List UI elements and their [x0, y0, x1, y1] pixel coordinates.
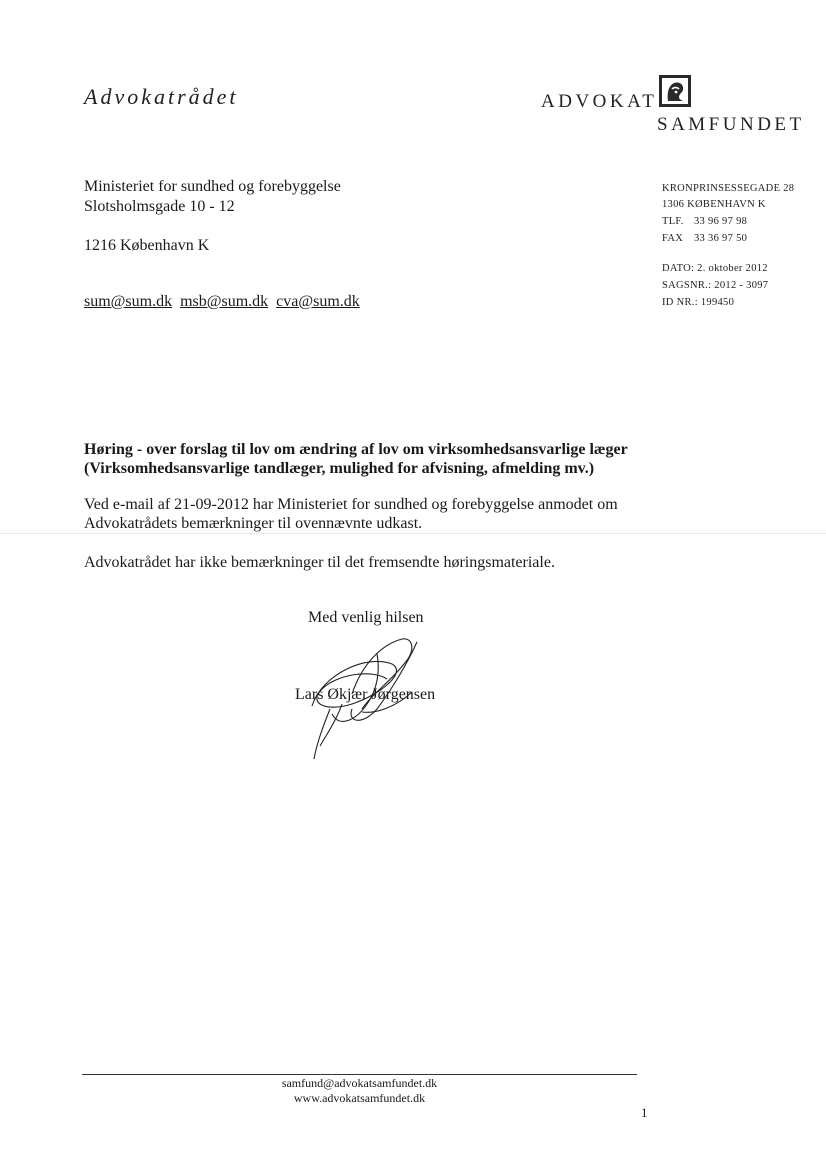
sender-phone	[662, 214, 747, 230]
handwritten-signature	[292, 634, 432, 764]
footer-divider	[82, 1074, 637, 1075]
fax-number: 33 36 97 50	[694, 233, 748, 244]
id-number: ID NR.: 199450	[662, 297, 735, 308]
case-number: SAGSNR.: 2012 - 3097	[662, 280, 769, 291]
subject-line-1: Høring - over forslag til lov om ændring af lov om virksomhedsansvarlige læger	[84, 441, 628, 458]
recipient-street: Slotsholmsgade 10 - 12	[84, 198, 235, 215]
body-paragraph-2: Advokatrådet har ikke bemærkninger til det fremsendte høringsmateriale.	[84, 554, 555, 571]
recipient-city: 1216 København K	[84, 237, 210, 254]
page-number: 1	[641, 1105, 648, 1120]
closing-greeting: Med venlig hilsen	[308, 609, 424, 626]
letter-date: DATO: 2. oktober 2012	[662, 263, 768, 274]
footer-email: samfund@advokatsamfundet.dk	[281, 1076, 438, 1090]
logo-text-samfundet: SAMFUNDET	[657, 114, 805, 135]
email-link[interactable]: msb@sum.dk	[180, 293, 269, 310]
body-paragraph-1-line-1: Ved e-mail af 21-09-2012 har Ministeriet for sundhed og forebyggelse anmodet om	[84, 496, 618, 513]
logo-text-advokat: ADVOKAT	[541, 91, 658, 112]
phone-label: TLF.	[662, 216, 684, 227]
footer-website: www.advokatsamfundet.dk	[293, 1091, 426, 1105]
recipient-emails	[84, 293, 364, 311]
subject-line-2: (Virksomhedsansvarlige tandlæger, mulighed for afvisning, afmelding mv.)	[84, 460, 595, 477]
recipient-name: Ministeriet for sundhed og forebyggelse	[84, 178, 341, 195]
body-paragraph-1-line-2: Advokatrådets bemærkninger til ovennævnte udkast.	[84, 515, 423, 532]
body-paragraph-1	[84, 495, 684, 533]
sender-fax	[662, 231, 747, 247]
scan-artifact-line	[0, 533, 826, 534]
logo-emblem-icon	[658, 74, 692, 108]
signer-name: Lars Økjær Jørgensen	[295, 686, 436, 703]
sender-street: KRONPRINSESSEGADE 28	[662, 183, 795, 194]
phone-number: 33 96 97 98	[694, 216, 748, 227]
email-link[interactable]: cva@sum.dk	[276, 293, 360, 310]
email-link[interactable]: sum@sum.dk	[84, 293, 173, 310]
council-name: Advokatrådet	[84, 84, 239, 109]
fax-label: FAX	[662, 233, 684, 244]
sender-city: 1306 KØBENHAVN K	[662, 199, 766, 210]
subject-heading	[84, 440, 684, 478]
